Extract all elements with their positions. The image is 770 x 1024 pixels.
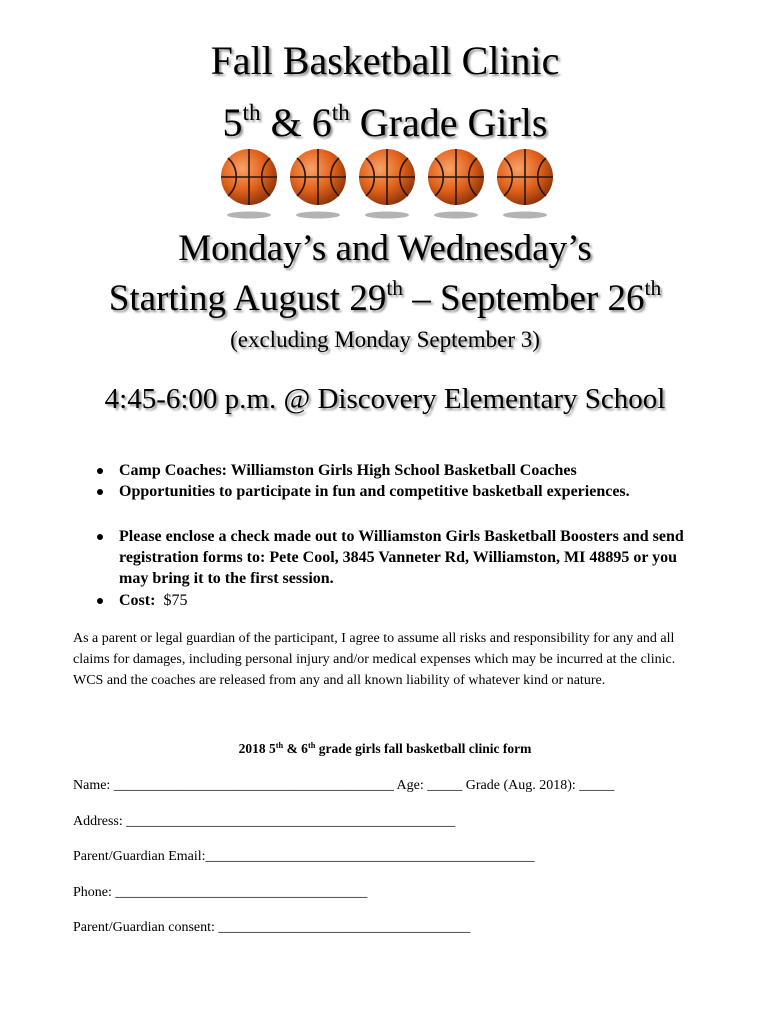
basketball-icon — [284, 146, 352, 220]
name-age-grade-field[interactable]: Name: ________________________________________ Age: _____ Grade (Aug. 2018): _____ — [73, 778, 615, 793]
page-title: Fall Basketball Clinic — [210, 38, 560, 83]
dates-end-suffix: th — [644, 275, 662, 300]
grade-5-suffix: th — [242, 99, 261, 126]
email-field[interactable]: Parent/Guardian Email:_______________________________________________ — [73, 849, 535, 864]
grade-6: 6 — [311, 100, 332, 145]
list-item-coaches — [95, 460, 705, 481]
list-item-opportunities — [95, 481, 705, 502]
grade-6-suffix: th — [331, 99, 350, 126]
list-item-text: Opportunities to participate in fun and competitive basketball experiences. — [119, 483, 630, 500]
basketball-icon — [215, 146, 283, 220]
basketball-icon — [422, 146, 490, 220]
grade-girls-text: Grade Girls — [349, 100, 548, 145]
dates-start-suffix: th — [386, 275, 404, 300]
consent-field[interactable]: Parent/Guardian consent: ____________________________________ — [73, 920, 471, 935]
form-title-suffix-5: th — [275, 740, 284, 750]
form-title-post: grade girls fall basketball clinic form — [315, 741, 532, 756]
cost-label: Cost: — [119, 592, 156, 609]
payment-list — [95, 526, 705, 611]
schedule-exclusion: (excluding Monday September 3) — [230, 327, 540, 352]
form-title-pre: 2018 5 — [238, 741, 276, 756]
list-item-text: Camp Coaches: Williamston Girls High School Basketball Coaches — [119, 462, 577, 479]
liability-waiver: As a parent or legal guardian of the participant, I agree to assume all risks and responsibility for any and all claims for damages, including personal injury and/or medical expenses which may be incurred at the clinic. WCS and the coaches are released from any and all known liability of whatever kind or nature. — [73, 631, 676, 688]
basketball-icon — [491, 146, 559, 220]
form-title — [0, 740, 770, 760]
bullet-icon — [97, 468, 103, 474]
bullet-icon — [97, 534, 103, 540]
schedule-dates — [0, 275, 770, 324]
bullet-icon — [97, 598, 103, 604]
dates-end: – September 26 — [403, 278, 645, 319]
basketball-icon — [353, 146, 421, 220]
phone-field[interactable]: Phone: ____________________________________ — [73, 885, 368, 900]
amp: & — [260, 100, 312, 145]
bullet-icon — [97, 489, 103, 495]
list-item-check — [95, 526, 705, 589]
form-title-mid: & 6 — [283, 741, 308, 756]
address-field[interactable]: Address: _______________________________________________ — [73, 814, 456, 829]
grade-5: 5 — [222, 100, 243, 145]
list-item-text: Please enclose a check made out to Williamston Girls Basketball Boosters and send registration forms to: Pete Cool, 3845 Vanneter Rd, Williamston, MI 48895 or you may bring it to the first session. — [119, 528, 684, 587]
dates-start: Starting August 29 — [108, 278, 387, 319]
info-list — [95, 460, 705, 502]
basketball-row — [215, 146, 560, 220]
time-location: 4:45-6:00 p.m. @ Discovery Elementary School — [104, 383, 666, 415]
page-subtitle — [0, 100, 770, 152]
cost-value: $75 — [155, 592, 188, 609]
list-item-cost — [95, 590, 705, 611]
form-title-suffix-6: th — [307, 740, 316, 750]
schedule-days: Monday’s and Wednesday’s — [178, 228, 592, 269]
